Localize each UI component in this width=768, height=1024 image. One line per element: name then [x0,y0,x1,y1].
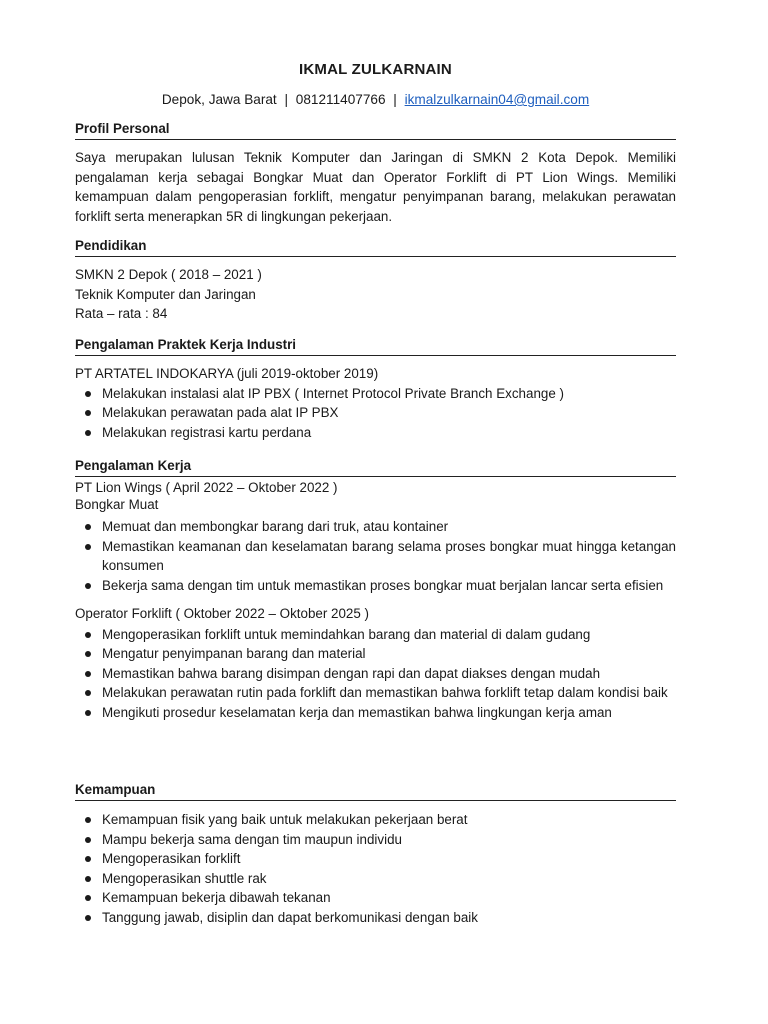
work-role-2: Operator Forklift ( Oktober 2022 – Oktober 2025 ) [75,606,369,621]
list-item: Melakukan registrasi kartu perdana [75,423,676,443]
list-item: Tanggung jawab, disiplin dan dapat berkomunikasi dengan baik [75,908,676,928]
bullet-icon [85,895,91,901]
contact-line [75,92,676,107]
profile-text: Saya merupakan lulusan Teknik Komputer dan Jaringan di SMKN 2 Kota Depok. Memiliki pengalaman kerja sebagai Bongkar Muat dan Operator Forklift di PT Lion Wings. Memiliki kemampuan dalam pengoperasian forklift, mengatur penyimpanan barang, melakukan perawatan forklift serta menerapkan 5R di lingkungan pekerjaan. [75,150,676,224]
skills-list [75,810,676,927]
list-item: Mengoperasikan forklift [75,849,676,869]
school-score: Rata – rata : 84 [75,306,168,321]
list-item: Melakukan perawatan pada alat IP PBX [75,403,676,423]
internship-section [75,337,676,442]
list-item: Mengoperasikan shuttle rak [75,869,676,889]
bullet-icon [85,410,91,416]
bullet-icon [85,632,91,638]
email-link[interactable]: ikmalzulkarnain04@gmail.com [404,92,590,107]
section-title-education: Pendidikan [75,238,676,257]
list-item: Mengikuti prosedur keselamatan kerja dan memastikan bahwa lingkungan kerja aman [75,703,676,723]
bullet-icon [85,710,91,716]
work-role-1: Bongkar Muat [75,496,159,512]
work-role-2-list [75,625,676,723]
list-item: Bekerja sama dengan tim untuk memastikan proses bongkar muat berjalan lancar serta efisien [75,576,676,596]
section-title-skills: Kemampuan [75,782,676,801]
list-item: Mampu bekerja sama dengan tim maupun individu [75,830,676,850]
list-item: Melakukan perawatan rutin pada forklift dan memastikan bahwa forklift tetap dalam kondisi baik [75,683,676,703]
bullet-icon [85,690,91,696]
bullet-icon [85,817,91,823]
school-major: Teknik Komputer dan Jaringan [75,286,256,302]
profile-section [75,121,676,226]
list-item: Kemampuan bekerja dibawah tekanan [75,888,676,908]
bullet-icon [85,583,91,589]
separator: | [393,92,397,107]
bullet-icon [85,876,91,882]
list-item: Mengatur penyimpanan barang dan material [75,644,676,664]
internship-company: PT ARTATEL INDOKARYA (juli 2019-oktober 2019) [75,366,379,381]
candidate-name: IKMAL ZULKARNAIN [299,61,452,78]
bullet-icon [85,915,91,921]
bullet-icon [85,524,91,530]
bullet-icon [85,856,91,862]
skills-section [75,782,676,927]
section-title-profile: Profil Personal [75,121,676,140]
internship-list [75,384,676,443]
bullet-icon [85,391,91,397]
list-item: Memastikan bahwa barang disimpan dengan rapi dan dapat diakses dengan mudah [75,664,676,684]
work-company: PT Lion Wings ( April 2022 – Oktober 2022 ) [75,480,338,495]
list-item: Kemampuan fisik yang baik untuk melakukan pekerjaan berat [75,810,676,830]
list-item: Memuat dan membongkar barang dari truk, atau kontainer [75,517,676,537]
location: Depok, Jawa Barat [161,92,277,107]
section-title-internship: Pengalaman Praktek Kerja Industri [75,337,676,356]
separator: | [284,92,289,107]
school-name: SMKN 2 Depok ( 2018 – 2021 ) [75,267,262,282]
bullet-icon [85,837,91,843]
phone-number: 081211407766 [295,92,386,107]
list-item: Mengoperasikan forklift untuk memindahkan barang dan material di dalam gudang [75,625,676,645]
bullet-icon [85,430,91,436]
list-item: Melakukan instalasi alat IP PBX ( Internet Protocol Private Branch Exchange ) [75,384,676,404]
bullet-icon [85,544,91,550]
work-section [75,458,676,722]
education-section [75,238,676,324]
bullet-icon [85,671,91,677]
bullet-icon [85,651,91,657]
work-role-1-list [75,517,676,595]
section-title-work: Pengalaman Kerja [75,458,676,477]
list-item: Memastikan keamanan dan keselamatan barang selama proses bongkar muat hingga ketangan konsumen [75,537,676,576]
